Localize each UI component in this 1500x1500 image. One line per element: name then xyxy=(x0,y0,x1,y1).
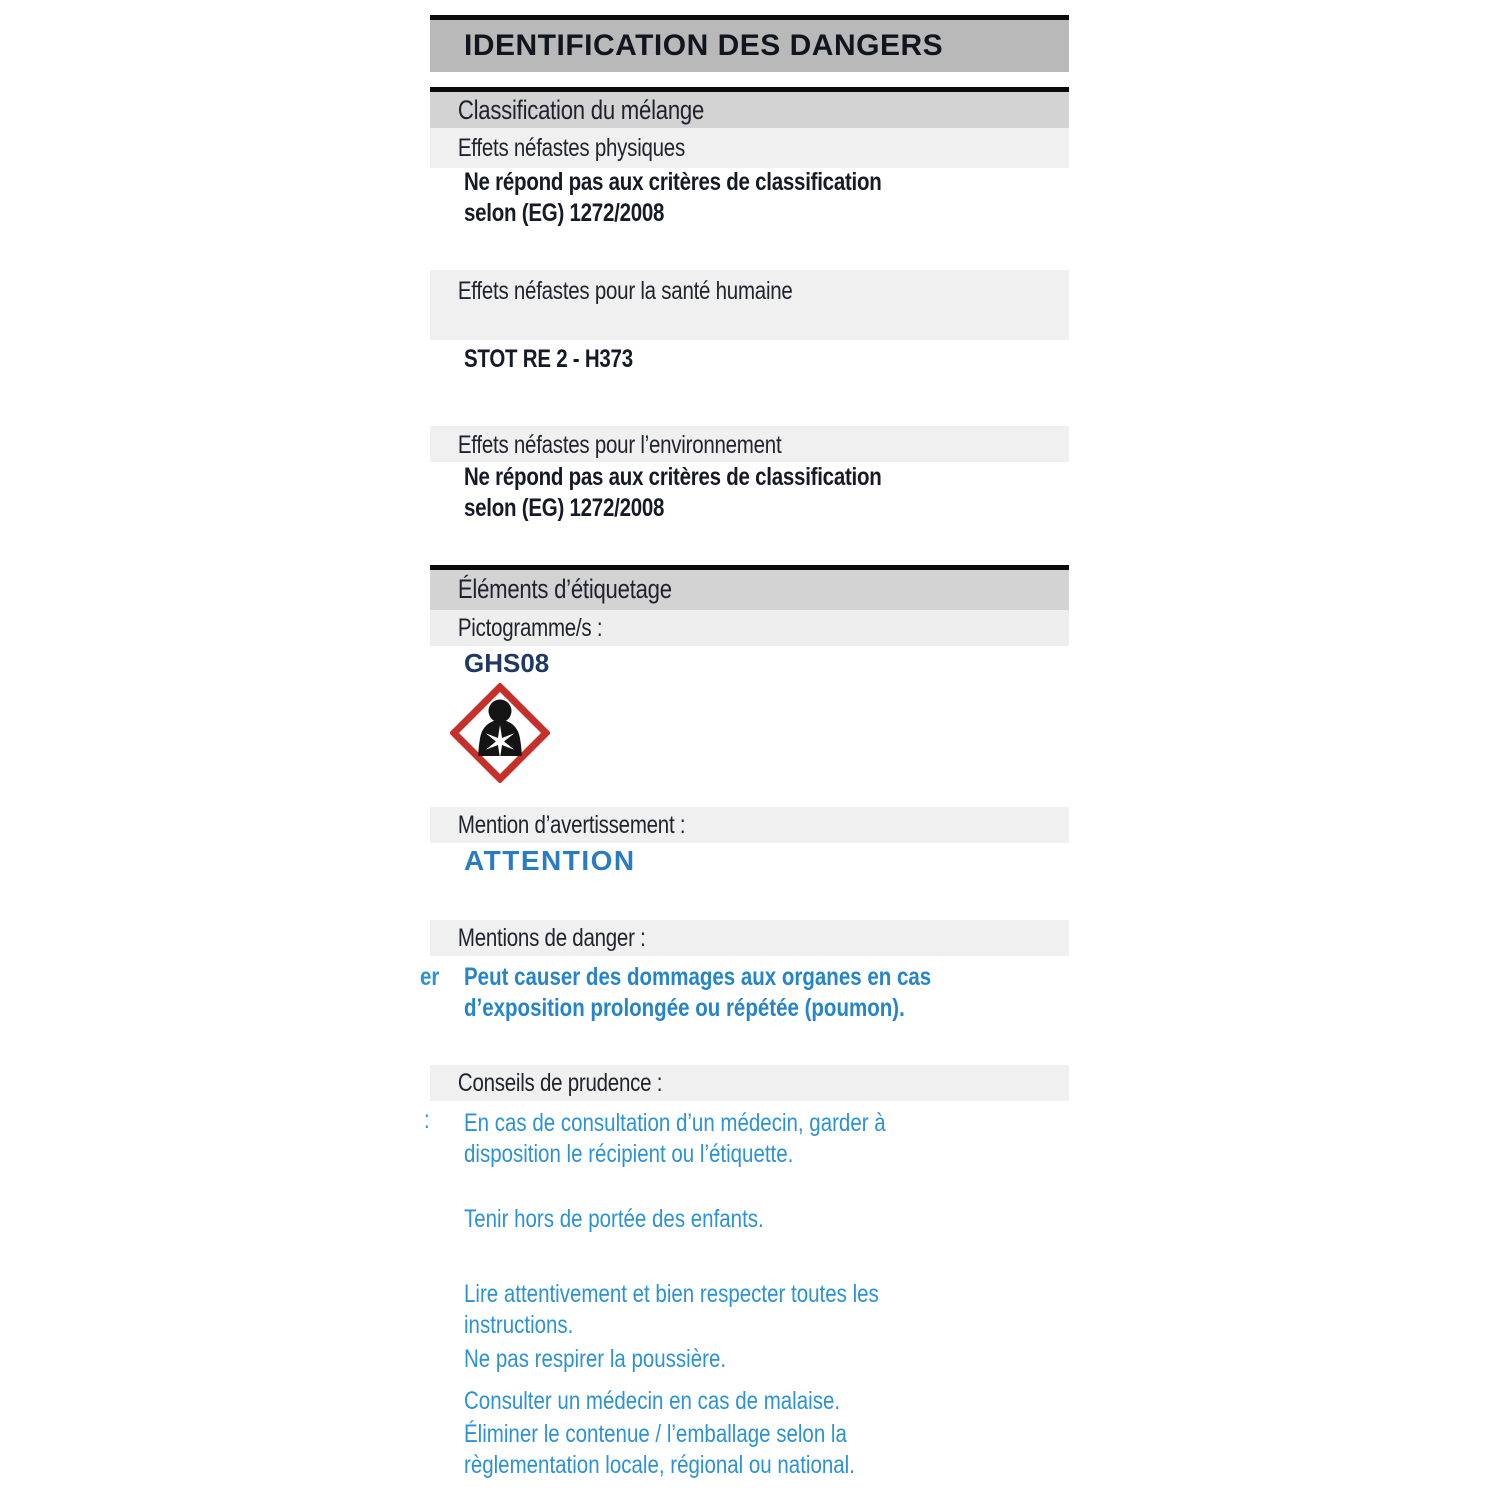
physical-effects-value-line: selon (EG) 1272/2008 xyxy=(464,199,665,227)
health-effects-label-bar xyxy=(430,270,1069,340)
physical-effects-value-line: Ne répond pas aux critères de classification xyxy=(464,168,882,196)
classification-heading: Classification du mélange xyxy=(457,95,705,125)
hazard-statement-line: Peut causer des dommages aux organes en cas xyxy=(464,963,932,991)
labelling-heading-bar xyxy=(430,570,1069,610)
section-title-bar xyxy=(430,20,1069,72)
pictogram-label: Pictogramme/s : xyxy=(457,614,603,642)
physical-effects-label: Effets néfastes physiques xyxy=(457,134,685,162)
ghs08-health-hazard-icon xyxy=(450,683,550,788)
environment-effects-label-bar xyxy=(430,426,1069,462)
cropped-text-fragment: : xyxy=(424,1106,430,1134)
hazard-identification-column xyxy=(430,0,1069,1500)
environment-effects-label: Effets néfastes pour l’environnement xyxy=(457,431,782,459)
precaution-line: Lire attentivement et bien respecter toutes les xyxy=(464,1280,879,1308)
precaution-line: Éliminer le contenue / l’emballage selon la xyxy=(464,1420,847,1448)
precaution-label-bar xyxy=(430,1065,1069,1101)
precaution-line: Consulter un médecin en cas de malaise. xyxy=(464,1387,841,1415)
pictogram-code: GHS08 xyxy=(464,648,550,678)
precaution-line: En cas de consultation d’un médecin, garder à xyxy=(464,1109,886,1137)
pictogram-label-bar xyxy=(430,610,1069,646)
hazard-statement-line: d’exposition prolongée ou répétée (poumon). xyxy=(464,994,905,1022)
labelling-heading: Éléments d’étiquetage xyxy=(457,574,672,604)
section-title: IDENTIFICATION DES DANGERS xyxy=(464,29,944,62)
signal-word-label: Mention d’avertissement : xyxy=(457,811,686,839)
cropped-text-fragment: er xyxy=(420,963,440,991)
environment-effects-value-line: selon (EG) 1272/2008 xyxy=(464,494,665,522)
health-effects-label: Effets néfastes pour la santé humaine xyxy=(457,277,793,305)
hazard-statements-label: Mentions de danger : xyxy=(457,924,646,952)
precaution-line: Ne pas respirer la poussière. xyxy=(464,1345,727,1373)
precaution-line: Tenir hors de portée des enfants. xyxy=(464,1205,764,1233)
physical-effects-label-bar xyxy=(430,128,1069,168)
health-effects-value-line: STOT RE 2 - H373 xyxy=(464,345,633,373)
classification-heading-bar xyxy=(430,92,1069,128)
signal-word-label-bar xyxy=(430,807,1069,843)
precaution-line: disposition le récipient ou l’étiquette. xyxy=(464,1140,794,1168)
signal-word: ATTENTION xyxy=(464,845,636,876)
precaution-line: instructions. xyxy=(464,1311,574,1339)
precaution-label: Conseils de prudence : xyxy=(457,1069,663,1097)
hazard-statements-label-bar xyxy=(430,920,1069,956)
precaution-line: règlementation locale, régional ou national. xyxy=(464,1451,855,1479)
environment-effects-value-line: Ne répond pas aux critères de classification xyxy=(464,463,882,491)
